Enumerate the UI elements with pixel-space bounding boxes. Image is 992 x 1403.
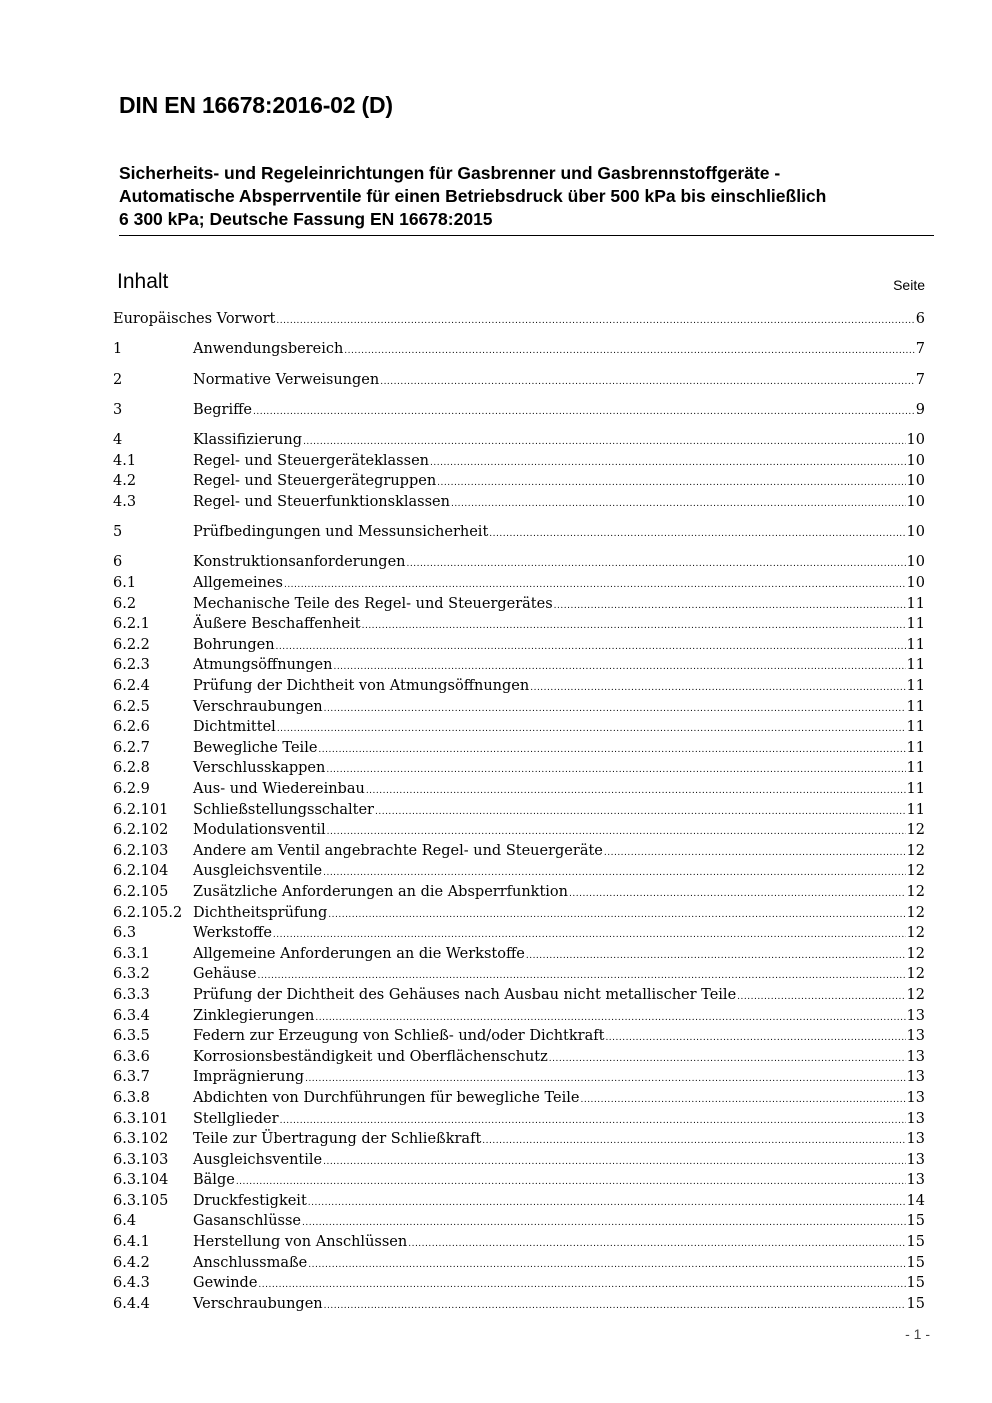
toc-entry-page: 11: [906, 760, 925, 777]
toc-entry[interactable]: [113, 522, 925, 543]
toc-leader-dots: [276, 311, 914, 332]
toc-entry-page: 12: [906, 863, 925, 880]
toc-entry[interactable]: [113, 573, 925, 594]
toc-entry-page: 10: [906, 554, 925, 571]
toc-entry[interactable]: [113, 1067, 925, 1088]
toc-entry-page: 13: [906, 1172, 925, 1189]
toc-leader-dots: [326, 760, 905, 781]
toc-entry-title: Bohrungen: [193, 636, 275, 653]
toc-entry-page: 12: [906, 883, 925, 900]
toc-entry-number: 6.1: [113, 575, 137, 592]
toc-entry-title: Bewegliche Teile: [193, 739, 318, 756]
toc-entry-number: 6.2.7: [113, 739, 150, 756]
toc-entry-page: 13: [906, 1131, 925, 1148]
toc-leader-dots: [284, 575, 906, 596]
subtitle-line: Sicherheits- und Regeleinrichtungen für Gasbrenner und Gasbrennstoffgeräte -: [119, 163, 781, 183]
toc-leader-dots: [569, 884, 906, 905]
toc-entry-title: Zinklegierungen: [193, 1007, 315, 1024]
toc-entry[interactable]: [113, 1170, 925, 1191]
toc-entry-title: Normative Verweisungen: [193, 371, 380, 388]
toc-entry-page: 11: [906, 801, 925, 818]
toc-entry-title: Zusätzliche Anforderungen an die Absperrfunktion: [193, 883, 568, 900]
toc-entry[interactable]: [113, 492, 925, 513]
toc-entry-title: Imprägnierung: [193, 1069, 305, 1086]
toc-entry-page: 13: [906, 1007, 925, 1024]
toc-entry-number: 6.3.2: [113, 966, 150, 983]
toc-leader-dots: [375, 802, 906, 823]
toc-entry[interactable]: [113, 1273, 925, 1294]
toc-entry[interactable]: [113, 1047, 925, 1068]
toc-leader-dots: [554, 596, 906, 617]
toc-entry-number: 6.3.8: [113, 1089, 150, 1106]
toc-entry-title: Allgemeine Anforderungen an die Werkstoffe: [193, 945, 525, 962]
toc-entry-page: 11: [906, 678, 925, 695]
toc-entry-title: Atmungsöffnungen: [193, 657, 333, 674]
subtitle-line: Automatische Absperrventile für einen Betriebsdruck über 500 kPa bis einschließlich: [119, 186, 827, 206]
toc-entry-page: 11: [906, 636, 925, 653]
toc-entry-page: 11: [906, 595, 925, 612]
toc-entry[interactable]: [113, 717, 925, 738]
toc-entry-number: 6: [113, 554, 123, 571]
toc-entry-number: 6.4.2: [113, 1254, 150, 1271]
toc-entry-page: 12: [906, 904, 925, 921]
toc-entry[interactable]: [113, 552, 925, 573]
toc-entry-number: 5: [113, 524, 123, 541]
toc-leader-dots: [526, 946, 906, 967]
toc-entry-number: 6.3: [113, 925, 137, 942]
toc-entry-number: 6.2.8: [113, 760, 150, 777]
toc-entry-number: 4.3: [113, 493, 137, 510]
toc-entry[interactable]: [113, 1129, 925, 1150]
toc-entry[interactable]: [113, 1294, 925, 1315]
toc-entry[interactable]: [113, 655, 925, 676]
toc-leader-dots: [362, 616, 906, 637]
toc-leader-dots: [276, 637, 906, 658]
toc-entry-number: 6.2.105.2: [113, 904, 183, 921]
toc-entry-page: 11: [906, 739, 925, 756]
toc-entry-page: 10: [906, 575, 925, 592]
toc-entry-page: 13: [906, 1089, 925, 1106]
toc-entry-page: 12: [906, 925, 925, 942]
toc-entry[interactable]: [113, 635, 925, 656]
toc-entry-number: 6.4.1: [113, 1234, 150, 1251]
toc-leader-dots: [604, 843, 906, 864]
toc-entry-title: Dichtmittel: [193, 719, 276, 736]
toc-leader-dots: [308, 1193, 906, 1214]
toc-entry-number: 6.2.104: [113, 863, 169, 880]
toc-page-label: Seite: [893, 277, 925, 293]
toc-leader-dots: [580, 1090, 905, 1111]
toc-leader-dots: [308, 1255, 905, 1276]
toc-entry-title: Ausgleichsventile: [193, 863, 323, 880]
toc-entry-title: Werkstoffe: [193, 925, 272, 942]
toc-entry-title: Allgemeines: [193, 575, 283, 592]
toc-leader-dots: [437, 473, 905, 494]
toc-entry-number: 6.3.103: [113, 1151, 169, 1168]
toc-entry[interactable]: [113, 985, 925, 1006]
toc-entry[interactable]: [113, 1026, 925, 1047]
toc-entry[interactable]: [113, 758, 925, 779]
toc-leader-dots: [482, 1131, 905, 1152]
toc-entry-number: 6.2.105: [113, 883, 169, 900]
toc-leader-dots: [258, 966, 906, 987]
toc-entry[interactable]: [113, 903, 925, 924]
toc-entry-title: Dichtheitsprüfung: [193, 904, 328, 921]
toc-entry-number: 2: [113, 371, 123, 388]
toc-entry[interactable]: [113, 697, 925, 718]
toc-leader-dots: [253, 402, 915, 423]
toc-entry-title: Verschlusskappen: [193, 760, 326, 777]
toc-leader-dots: [737, 987, 905, 1008]
toc-entry-title: Bälge: [193, 1172, 235, 1189]
toc-entry-number: 6.4.4: [113, 1295, 150, 1312]
toc-leader-dots: [549, 1049, 906, 1070]
toc-leader-dots: [277, 719, 906, 740]
toc-entry-number: 6.2.4: [113, 678, 150, 695]
toc-entry[interactable]: [113, 779, 925, 800]
toc-entry-page: 10: [906, 493, 925, 510]
toc-entry-title: Korrosionsbeständigkeit und Oberflächenschutz: [193, 1048, 548, 1065]
toc-entry-page: 15: [906, 1275, 925, 1292]
toc-entry[interactable]: [113, 676, 925, 697]
toc-entry-title: Mechanische Teile des Regel- und Steuergerätes: [193, 595, 553, 612]
toc-leader-dots: [605, 1028, 905, 1049]
toc-entry-number: 6.2.1: [113, 616, 150, 633]
toc-entry-title: Andere am Ventil angebrachte Regel- und Steuergeräte: [193, 842, 603, 859]
toc-leader-dots: [324, 699, 906, 720]
toc-entry[interactable]: [113, 1232, 925, 1253]
toc-leader-dots: [323, 1152, 905, 1173]
toc-entry-page: 7: [915, 341, 925, 358]
toc-leader-dots: [324, 1296, 906, 1317]
toc-entry-page: 6: [915, 311, 925, 327]
toc-entry-page: 11: [906, 657, 925, 674]
toc-entry[interactable]: [113, 370, 925, 391]
toc-entry[interactable]: [113, 1150, 925, 1171]
toc-entry-page: 12: [906, 822, 925, 839]
toc-leader-dots: [303, 432, 905, 453]
toc-entry-title: Verschraubungen: [193, 1295, 323, 1312]
toc-entry-number: 6.2.2: [113, 636, 150, 653]
toc-entry[interactable]: [113, 614, 925, 635]
toc-entry-number: 6.3.105: [113, 1192, 169, 1209]
toc-entry[interactable]: [113, 451, 925, 472]
toc-entry-page: 15: [906, 1213, 925, 1230]
toc-entry-number: 6.3.104: [113, 1172, 169, 1189]
toc-entry-page: 10: [906, 473, 925, 490]
toc-entry-title: Anwendungsbereich: [193, 341, 344, 358]
toc-entry[interactable]: [113, 339, 925, 360]
toc-entry-page: 12: [906, 945, 925, 962]
toc-entry[interactable]: [113, 923, 925, 944]
toc-entry-page: 12: [906, 842, 925, 859]
toc-entry-page: 13: [906, 1028, 925, 1045]
toc-entry-number: 4.2: [113, 473, 137, 490]
toc-entry-number: 6.4: [113, 1213, 137, 1230]
toc-entry-title: Äußere Beschaffenheit: [193, 616, 361, 633]
toc-entry-number: 6.2.103: [113, 842, 169, 859]
toc-entry[interactable]: [113, 882, 925, 903]
toc-entry-title: Verschraubungen: [193, 698, 323, 715]
toc-entry-page: 11: [906, 719, 925, 736]
toc-entry[interactable]: [113, 800, 925, 821]
toc-entry-page: 14: [906, 1192, 925, 1209]
toc-leader-dots: [305, 1069, 905, 1090]
toc-leader-dots: [302, 1213, 906, 1234]
toc-entry-page: 13: [906, 1110, 925, 1127]
toc-entry[interactable]: [113, 1088, 925, 1109]
toc-heading: Inhalt: [117, 270, 169, 293]
toc-entry-number: 4.1: [113, 452, 137, 469]
toc-entry-page: 13: [906, 1048, 925, 1065]
toc-entry-page: 10: [906, 524, 925, 541]
toc-entry-number: 6.3.1: [113, 945, 150, 962]
toc-entry-title: Gehäuse: [193, 966, 257, 983]
toc-entry-title: Schließstellungsschalter: [193, 801, 374, 818]
toc-entry-title: Gasanschlüsse: [193, 1213, 301, 1230]
toc-leader-dots: [333, 657, 905, 678]
toc-entry-title: Ausgleichsventile: [193, 1151, 323, 1168]
toc-entry[interactable]: [113, 471, 925, 492]
toc-entry[interactable]: [113, 738, 925, 759]
toc-entry-number: 1: [113, 341, 123, 358]
toc-entry-title: Federn zur Erzeugung von Schließ- und/oder Dichtkraft: [193, 1028, 605, 1045]
toc-leader-dots: [366, 781, 906, 802]
toc-entry-page: 11: [906, 781, 925, 797]
toc-entry-number: 6.3.102: [113, 1131, 169, 1148]
toc-entry-title: Anschlussmaße: [193, 1254, 308, 1271]
toc-entry[interactable]: [113, 820, 925, 841]
toc-entry[interactable]: [113, 841, 925, 862]
toc-leader-dots: [344, 341, 914, 362]
toc-leader-dots: [530, 678, 905, 699]
toc-entry[interactable]: [113, 1191, 925, 1212]
toc-entry-number: 6.3.3: [113, 986, 150, 1003]
toc-entry-page: 13: [906, 1151, 925, 1168]
toc-entry-page: 7: [915, 371, 925, 388]
toc-entry-page: 10: [906, 452, 925, 469]
toc-entry-title: Europäisches Vorwort: [113, 311, 276, 327]
toc-leader-dots: [407, 554, 906, 575]
toc-entry[interactable]: [113, 944, 925, 965]
toc-entry-title: Gewinde: [193, 1275, 258, 1292]
toc-entry-number: 6.3.101: [113, 1110, 169, 1127]
toc-entry-number: 6.2.5: [113, 698, 150, 715]
toc-leader-dots: [323, 863, 905, 884]
subtitle-line: 6 300 kPa; Deutsche Fassung EN 16678:2015: [119, 209, 493, 229]
toc-entry[interactable]: [113, 1006, 925, 1027]
page-number: - 1 -: [905, 1326, 930, 1342]
toc-entry-title: Konstruktionsanforderungen: [193, 554, 406, 571]
toc-entry-number: 6.3.5: [113, 1028, 150, 1045]
toc-entry-page: 9: [915, 401, 925, 418]
toc-entry-number: 6.2: [113, 595, 137, 612]
document-title: DIN EN 16678:2016-02 (D): [119, 92, 393, 118]
toc-entry[interactable]: [113, 964, 925, 985]
toc-entry-page: 10: [906, 432, 925, 449]
toc-entry-title: Prüfung der Dichtheit des Gehäuses nach Ausbau nicht metallischer Teile: [193, 986, 737, 1003]
toc-entry-number: 4: [113, 432, 123, 449]
toc-entry-page: 12: [906, 966, 925, 983]
toc-entry-page: 15: [906, 1234, 925, 1251]
toc-entry-title: Begriffe: [193, 401, 252, 418]
toc-leader-dots: [236, 1172, 906, 1193]
toc-leader-dots: [273, 925, 906, 946]
toc-entry-title: Regel- und Steuergerätegruppen: [193, 473, 437, 490]
toc-entry-title: Modulationsventil: [193, 822, 326, 839]
toc-leader-dots: [430, 453, 906, 474]
toc-leader-dots: [328, 905, 905, 926]
document-subtitle: [119, 162, 934, 236]
toc-entry-page: 11: [906, 616, 925, 633]
toc-entry-page: 15: [906, 1295, 925, 1312]
toc-entry-number: 6.2.6: [113, 719, 150, 736]
toc-entry[interactable]: [113, 594, 925, 615]
toc-entry[interactable]: [113, 1211, 925, 1232]
toc-leader-dots: [327, 822, 906, 843]
toc-entry-title: Abdichten von Durchführungen für bewegliche Teile: [193, 1089, 580, 1106]
toc-entry-number: 6.2.102: [113, 822, 169, 839]
toc-entry[interactable]: [113, 861, 925, 882]
toc-entry[interactable]: [113, 400, 925, 421]
toc-entry-number: 6.2.101: [113, 801, 169, 818]
toc-entry-title: Prüfung der Dichtheit von Atmungsöffnungen: [193, 678, 530, 695]
toc-entry-page: 11: [906, 698, 925, 715]
toc-entry-number: 6.2.3: [113, 657, 150, 674]
table-of-contents: [113, 309, 925, 1314]
toc-leader-dots: [280, 1111, 906, 1132]
toc-entry-title: Prüfbedingungen und Messunsicherheit: [193, 524, 489, 541]
toc-entry-title: Stellglieder: [193, 1110, 279, 1127]
toc-leader-dots: [489, 524, 905, 545]
toc-entry-number: 3: [113, 401, 123, 418]
toc-entry-number: 6.3.6: [113, 1048, 150, 1065]
toc-leader-dots: [408, 1234, 905, 1255]
toc-entry-page: 13: [906, 1069, 925, 1086]
toc-leader-dots: [380, 372, 915, 393]
toc-entry-page: 12: [906, 986, 925, 1003]
toc-entry-page: 15: [906, 1254, 925, 1271]
toc-entry-title: Regel- und Steuergeräteklassen: [193, 452, 429, 469]
toc-entry-number: 6.2.9: [113, 781, 150, 797]
toc-entry[interactable]: [113, 1109, 925, 1130]
toc-leader-dots: [451, 494, 906, 515]
toc-entry[interactable]: [113, 309, 925, 330]
toc-leader-dots: [318, 740, 905, 761]
toc-leader-dots: [315, 1008, 905, 1029]
toc-entry-title: Teile zur Übertragung der Schließkraft: [193, 1131, 482, 1148]
toc-entry-title: Klassifizierung: [193, 432, 303, 449]
toc-entry-title: Druckfestigkeit: [193, 1192, 307, 1209]
toc-leader-dots: [258, 1275, 905, 1296]
toc-entry[interactable]: [113, 430, 925, 451]
toc-entry-number: 6.3.7: [113, 1069, 150, 1086]
toc-entry-title: Herstellung von Anschlüssen: [193, 1234, 408, 1251]
toc-entry-title: Aus- und Wiedereinbau: [193, 781, 365, 797]
toc-entry-number: 6.4.3: [113, 1275, 150, 1292]
toc-entry-number: 6.3.4: [113, 1007, 150, 1024]
toc-entry[interactable]: [113, 1253, 925, 1274]
toc-entry-title: Regel- und Steuerfunktionsklassen: [193, 493, 450, 510]
